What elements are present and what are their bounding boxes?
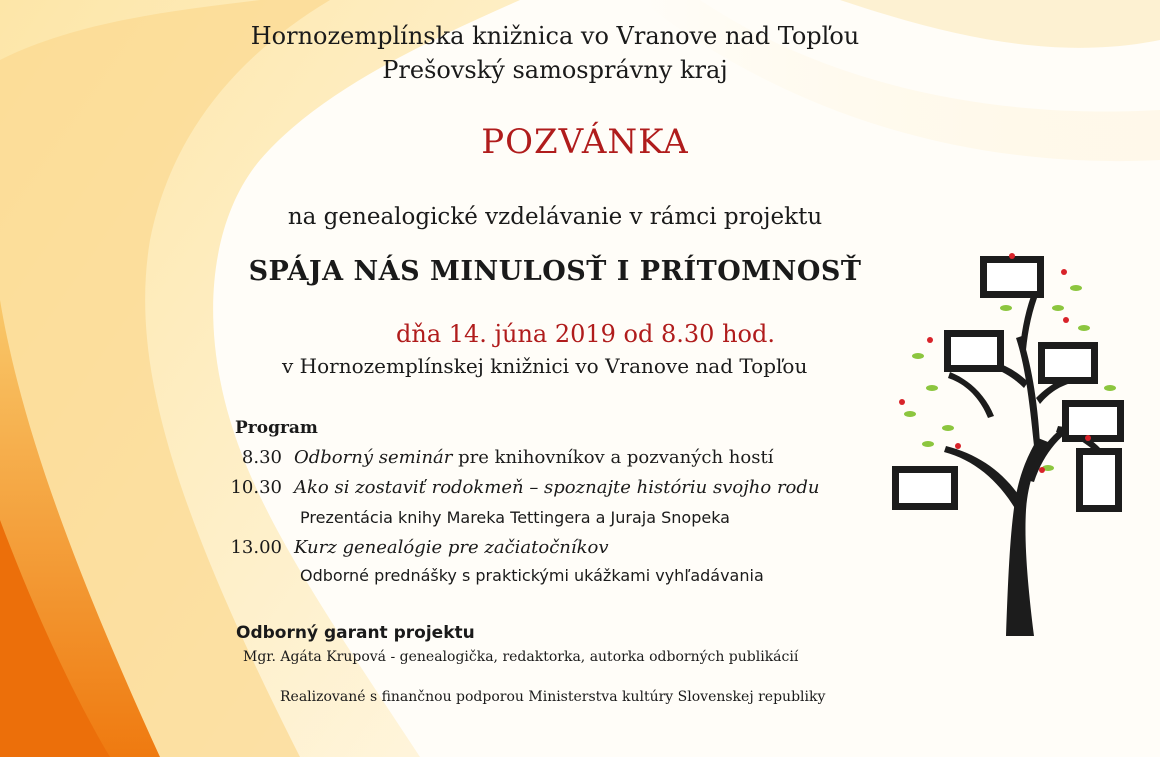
- program-title: Kurz genealógie pre začiatočníkov: [294, 537, 609, 558]
- region-name: Prešovský samosprávny kraj: [382, 56, 728, 84]
- program-item: [218, 537, 609, 558]
- program-time: 13.00: [230, 537, 282, 558]
- program-item: [218, 477, 820, 498]
- invitation-title: POZVÁNKA: [481, 122, 689, 162]
- family-tree-illustration: [888, 248, 1140, 638]
- guarantor-heading: Odborný garant projektu: [236, 623, 475, 643]
- event-place: v Hornozemplínskej knižnici vo Vranove nad Topľou: [282, 354, 808, 378]
- program-time: 10.30: [230, 477, 282, 498]
- project-name: SPÁJA NÁS MINULOSŤ I PRÍTOMNOSŤ: [248, 256, 862, 287]
- program-detail: Odborné prednášky s praktickými ukážkami vyhľadávania: [300, 566, 764, 585]
- program-rest: pre knihovníkov a pozvaných hostí: [452, 447, 774, 468]
- program-heading: Program: [235, 418, 318, 438]
- program-title: Odborný seminár: [294, 447, 453, 468]
- event-date: dňa 14. júna 2019 od 8.30 hod.: [396, 320, 775, 348]
- program-detail: Prezentácia knihy Mareka Tettingera a Juraja Snopeka: [300, 508, 730, 527]
- program-item: [218, 447, 773, 468]
- funding-note: Realizované s finančnou podporou Ministerstva kultúry Slovenskej republiky: [280, 689, 826, 705]
- invitation-subtitle: na genealogické vzdelávanie v rámci projektu: [287, 204, 823, 230]
- program-time: 8.30: [241, 447, 282, 468]
- program-title: Ako si zostaviť rodokmeň – spoznajte históriu svojho rodu: [294, 477, 820, 498]
- organization-name: Hornozemplínska knižnica vo Vranove nad Topľou: [250, 22, 860, 50]
- guarantor-text: Mgr. Agáta Krupová - genealogička, redaktorka, autorka odborných publikácií: [243, 649, 799, 665]
